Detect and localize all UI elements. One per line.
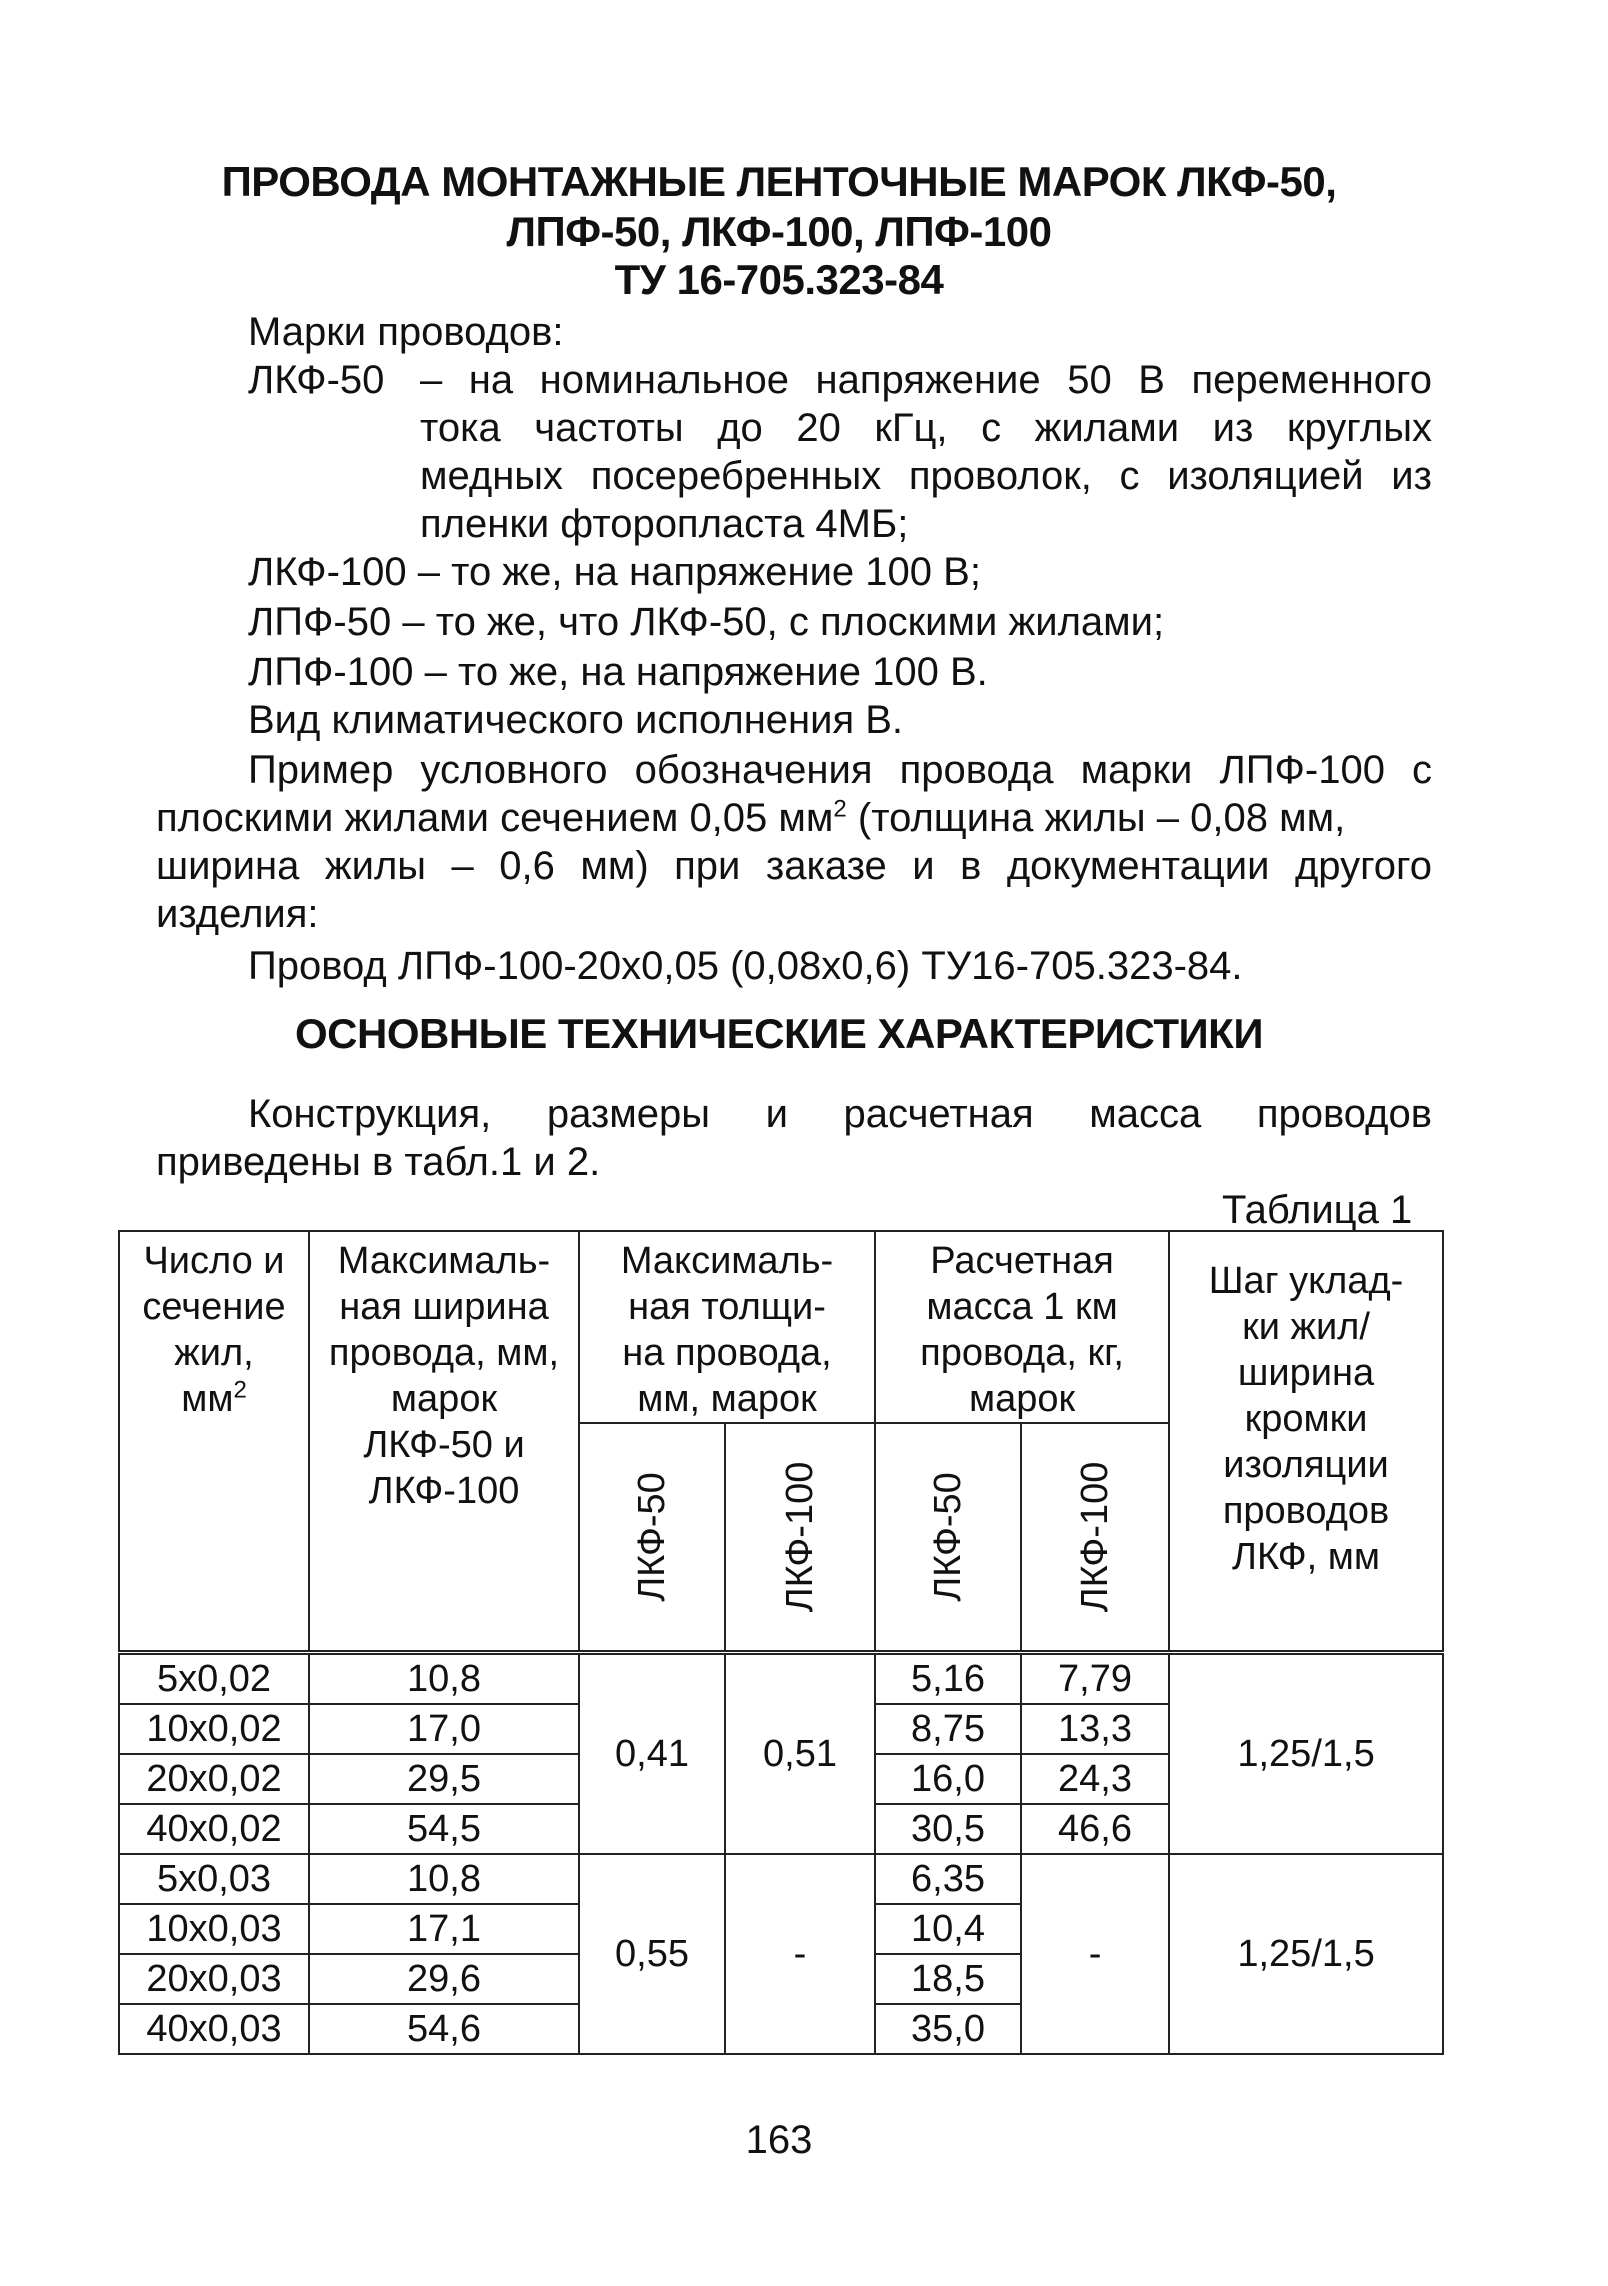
cell-thickness-lkf50: 0,55 — [579, 1854, 725, 2054]
example-text-2-tail: (толщина жилы – 0,08 мм, — [846, 796, 1346, 840]
brand-lkf50-code: ЛКФ-50 — [248, 358, 385, 402]
example-designation: Провод ЛПФ-100-20х0,05 (0,08х0,6) ТУ16-705.323-84. — [248, 944, 1243, 988]
brand-lkf50-desc-3: медных посеребренных проволок, с изоляцией из — [420, 454, 1432, 498]
cell-width: 17,0 — [309, 1704, 579, 1754]
cell-section: 20х0,03 — [119, 1954, 309, 2004]
header-thickness-line2: ная толщи- — [628, 1286, 826, 1328]
brand-lkf50-desc-4: пленки фторопласта 4МБ; — [420, 502, 909, 546]
cell-mass-lkf50: 8,75 — [875, 1704, 1021, 1754]
header-section-line1: Число и — [143, 1240, 285, 1282]
cell-width: 17,1 — [309, 1904, 579, 1954]
header-pitch-line1: Шаг уклад- — [1208, 1260, 1404, 1302]
climate-version: Вид климатического исполнения В. — [248, 698, 904, 742]
brand-lkf100: ЛКФ-100 – то же, на напряжение 100 В; — [248, 550, 981, 594]
header-width-line4: марок — [390, 1378, 498, 1420]
subheader-mass-lkf50-label: ЛКФ-50 — [927, 1472, 970, 1602]
header-section-unit-text: мм — [181, 1378, 234, 1420]
header-pitch — [1169, 1231, 1443, 1653]
subheader-thickness-lkf50 — [579, 1423, 725, 1653]
cell-pitch: 1,25/1,5 — [1169, 1653, 1443, 1855]
header-width-line6: ЛКФ-100 — [368, 1470, 520, 1512]
example-text-2-head: плоскими жилами сечением 0,05 мм — [156, 796, 834, 840]
table-caption: Таблица 1 — [1222, 1188, 1413, 1232]
section-title: ОСНОВНЫЕ ТЕХНИЧЕСКИЕ ХАРАКТЕРИСТИКИ — [294, 1010, 1264, 1057]
document-title-spec: ТУ 16-705.323-84 — [614, 256, 944, 303]
header-thickness-line4: мм, марок — [637, 1378, 817, 1420]
cell-thickness-lkf100: - — [725, 1854, 875, 2054]
brand-lpf50: ЛПФ-50 – то же, что ЛКФ-50, с плоскими жилами; — [248, 600, 1165, 644]
header-width-line2: ная ширина — [339, 1286, 549, 1328]
header-width-line5: ЛКФ-50 и — [363, 1424, 525, 1466]
header-pitch-line7: ЛКФ, мм — [1232, 1536, 1381, 1578]
subheader-mass-lkf100-label: ЛКФ-100 — [1074, 1461, 1117, 1613]
subheader-mass-lkf100 — [1021, 1423, 1169, 1653]
header-mass — [875, 1231, 1169, 1423]
header-pitch-line2: ки жил/ — [1242, 1306, 1370, 1348]
cell-width: 29,6 — [309, 1954, 579, 2004]
cell-mass-lkf100: 46,6 — [1021, 1804, 1169, 1854]
cell-mass-lkf100: 13,3 — [1021, 1704, 1169, 1754]
cell-mass-lkf50: 30,5 — [875, 1804, 1021, 1854]
brand-lkf50-desc-1: – на номинальное напряжение 50 В переменного — [420, 358, 1432, 402]
header-pitch-line6: проводов — [1222, 1490, 1390, 1532]
header-pitch-line4: кромки — [1244, 1398, 1368, 1440]
cell-section: 10х0,02 — [119, 1704, 309, 1754]
example-text-4: изделия: — [156, 892, 319, 936]
cell-width: 54,6 — [309, 2004, 579, 2054]
section-text-1: Конструкция, размеры и расчетная масса проводов — [248, 1092, 1432, 1136]
header-section-unit — [120, 1376, 308, 1422]
brand-lkf50-desc-2: тока частоты до 20 кГц, с жилами из круглых — [420, 406, 1432, 450]
cell-mass-lkf50: 10,4 — [875, 1904, 1021, 1954]
page-number: 163 — [745, 2118, 813, 2162]
specs-table — [118, 1230, 1444, 2055]
header-mass-line2: масса 1 км — [926, 1286, 1118, 1328]
cell-section: 40х0,02 — [119, 1804, 309, 1854]
cell-section: 20х0,02 — [119, 1754, 309, 1804]
cell-width: 54,5 — [309, 1804, 579, 1854]
document-title-line1: ПРОВОДА МОНТАЖНЫЕ ЛЕНТОЧНЫЕ МАРОК ЛКФ-50, — [221, 158, 1337, 205]
cell-mass-lkf50: 16,0 — [875, 1754, 1021, 1804]
example-text-3: ширина жилы – 0,6 мм) при заказе и в документации другого — [156, 844, 1432, 888]
subheader-thickness-lkf50-label: ЛКФ-50 — [631, 1472, 673, 1602]
example-text-2 — [156, 794, 1432, 842]
cell-thickness-lkf50: 0,41 — [579, 1653, 725, 1855]
header-mass-line1: Расчетная — [930, 1240, 1114, 1282]
section-text-2: приведены в табл.1 и 2. — [156, 1140, 601, 1184]
cell-width: 10,8 — [309, 1653, 579, 1705]
cell-section: 5х0,03 — [119, 1854, 309, 1904]
subheader-mass-lkf50 — [875, 1423, 1021, 1653]
header-width-line1: Максималь- — [337, 1240, 551, 1282]
subheader-thickness-lkf100-label: ЛКФ-100 — [779, 1461, 821, 1613]
header-width — [309, 1231, 579, 1653]
table-row — [119, 1854, 1443, 1904]
header-pitch-line3: ширина — [1237, 1352, 1375, 1394]
header-thickness-line1: Максималь- — [620, 1240, 834, 1282]
cell-mass-lkf100: 7,79 — [1021, 1653, 1169, 1705]
header-section-line2: сечение — [142, 1286, 286, 1328]
example-text-2-sup: 2 — [833, 795, 847, 823]
cell-pitch: 1,25/1,5 — [1169, 1854, 1443, 2054]
header-section — [119, 1231, 309, 1653]
cell-section: 5х0,02 — [119, 1653, 309, 1705]
header-thickness — [579, 1231, 875, 1423]
header-pitch-line5: изоляции — [1223, 1444, 1389, 1486]
example-text-1: Пример условного обозначения провода марки ЛПФ-100 с — [248, 748, 1432, 792]
brands-label: Марки проводов: — [248, 310, 564, 354]
cell-mass-lkf50: 35,0 — [875, 2004, 1021, 2054]
subheader-thickness-lkf100 — [725, 1423, 875, 1653]
cell-section: 10х0,03 — [119, 1904, 309, 1954]
cell-width: 10,8 — [309, 1854, 579, 1904]
cell-mass-lkf50: 5,16 — [875, 1653, 1021, 1705]
header-mass-line4: марок — [968, 1378, 1076, 1420]
cell-mass-lkf50: 6,35 — [875, 1854, 1021, 1904]
table-row — [119, 1653, 1443, 1705]
cell-mass-lkf50: 18,5 — [875, 1954, 1021, 2004]
document-title-line2: ЛПФ-50, ЛКФ-100, ЛПФ-100 — [506, 208, 1052, 255]
header-thickness-line3: на провода, — [622, 1332, 832, 1374]
cell-width: 29,5 — [309, 1754, 579, 1804]
header-section-unit-sup: 2 — [233, 1376, 247, 1404]
cell-thickness-lkf100: 0,51 — [725, 1653, 875, 1855]
cell-mass-lkf100: - — [1021, 1854, 1169, 2054]
header-mass-line3: провода, кг, — [920, 1332, 1124, 1374]
header-width-line3: провода, мм, — [328, 1332, 560, 1374]
header-section-line3: жил, — [174, 1332, 254, 1374]
cell-mass-lkf100: 24,3 — [1021, 1754, 1169, 1804]
brand-lpf100: ЛПФ-100 – то же, на напряжение 100 В. — [248, 650, 988, 694]
cell-section: 40х0,03 — [119, 2004, 309, 2054]
